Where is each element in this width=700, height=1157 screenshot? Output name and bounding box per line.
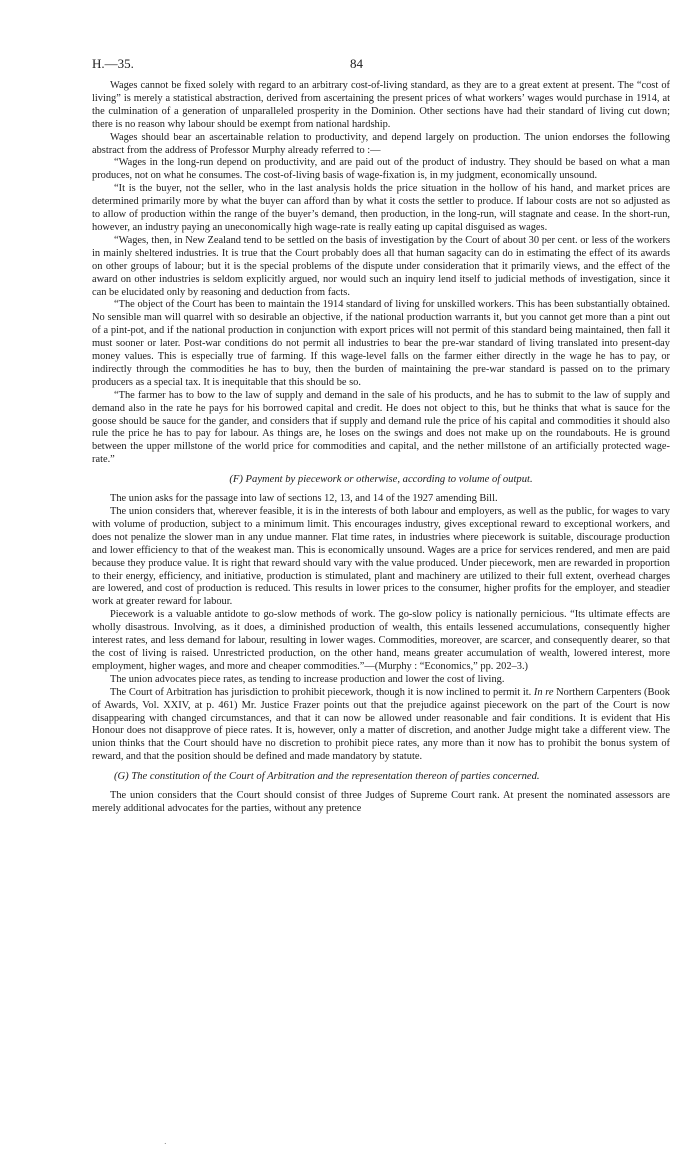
paragraph-sections-bill: The union asks for the passage into law of sections 12, 13, and 14 of the 1927 amending Bill.	[110, 493, 498, 505]
court-jurisdiction-rest: Northern Carpenters (Book of Awards, Vol. XXIV, at p. 461) Mr. Justice Frazer points out that the prejudice against piecework on the part of the Court is now disappearing with changed circumstances, and that it can now be allowed under reasonable and fair conditions. It is evident that His Honour does not disapprove of piece rates. It is, however, only a matter of discretion, and another Judge might take a different view. The union thinks that the Court should have no discretion to prohibit piece rates, any more than it now has to prohibit the bonus system of reward, and that the position should be defined and made mandatory by statute.	[92, 686, 670, 763]
paragraph-court-jurisdiction	[92, 687, 670, 764]
paragraph-piece-rates: The union advocates piece rates, as tending to increase production and lower the cost of living.	[110, 673, 505, 685]
quote-paragraph-productivity: “Wages in the long-run depend on productivity, and are paid out of the product of industry. They should be based on what a man produces, not on what he consumes. The cost-of-living basis of wage-fixation is, in my judgment, economically unsound.	[92, 157, 670, 182]
quote-paragraph-buyer: “It is the buyer, not the seller, who in the last analysis holds the price situation in the hollow of his hand, and market prices are determined primarily more by what the buyer can afford than by what it costs the settler to produce. If labour costs are not so adjusted as to allow of production within the range of the buyer’s demand, then production, in the long-run, will stagnate and cease. In the short-run, however, an industry paying an uneconomically high wage-rate is really eating up capital disguised as wages.	[92, 183, 670, 233]
court-jurisdiction-text: The Court of Arbitration has jurisdiction to prohibit piecework, though it is now inclined to permit it.	[110, 686, 532, 698]
footer-mark: .	[164, 1137, 167, 1146]
page-header	[92, 56, 682, 76]
in-re-text: In re	[533, 686, 554, 698]
body-text	[92, 80, 670, 816]
paragraph-court-constitution: The union considers that the Court should consist of three Judges of Supreme Court rank. At present the nominated assessors are merely additional advocates for the parties, without any pretence	[92, 790, 670, 814]
paragraph-wages-cost-of-living: Wages cannot be fixed solely with regard to an arbitrary cost-of-living standard, as they are to a great extent at present. The “cost of living” is merely a statistical abstraction, derived from ascertaining the present prices of what workers’ wages would purchase in 1914, at the culmination of a generation of unparalleled prosperity in the Dominion. Other sections have had their standard of living cut down; there is no reason why labour should be exempt from national hardship.	[92, 80, 670, 130]
quote-paragraph-new-zealand: “Wages, then, in New Zealand tend to be settled on the basis of investigation by the Court of about 30 per cent. or less of the workers in mainly sheltered industries. It is true that the Court probably does all that human sagacity can do in estimating the effect of its awards on other groups of labour; but it is the special problems of the dispute under consideration that it primarily views, and the effect of the award on other industries is seldom explicitly argued, nor would such an inquiry lend itself to judicial methods of investigation, since it can be elucidated only by reasoning and deduction from facts.	[92, 234, 670, 298]
paragraph-go-slow: Piecework is a valuable antidote to go-slow methods of work. The go-slow policy is nationally pernicious. “Its ultimate effects are wholly disastrous. Involving, as it does, a diminished production of wealth, this entails lessened accumulations, consequently higher interest rates, and less demand for labour, resulting in lower wages. Commodities, moreover, are scarcer, and consequently dearer, so that the cost of living is raised. Unrestricted production, on the other hand, means greater accumulation of wealth, lowered interest, more employment, higher wages, and more and cheaper commodities.”—(Murphy : “Economics,” pp. 202–3.)	[92, 609, 670, 672]
page-number: 84	[350, 56, 363, 71]
section-heading-g: (G) The constitution of the Court of Arbitration and the representation thereon of parties concerned.	[114, 771, 540, 783]
document-id: H.—35.	[92, 56, 134, 71]
quote-paragraph-court-object: “The object of the Court has been to maintain the 1914 standard of living for unskilled workers. This has been substantially obtained. No sensible man will quarrel with so desirable an objective, if the national production warrants it, but you cannot get more than a pint out of a pint-pot, and if the national production in conjunction with export prices will not permit of this standard being maintained, then fall it must sooner or later. Post-war conditions do not permit all industries to bear the pre-war standard of living translated into present-day money values. This is especially true of farming. If this wage-level falls on the farmer either directly in the wage he has to pay, or indirectly through the commodities he has to buy, then the burden of maintaining the pre-war standard is passed on to the primary producers as a special tax. It is inequitable that this should be so.	[92, 299, 670, 388]
paragraph-wages-productivity: Wages should bear an ascertainable relation to productivity, and depend largely on production. The union endorses the following abstract from the address of Professor Murphy already referred to :—	[92, 131, 670, 156]
section-heading-f: (F) Payment by piecework or otherwise, according to volume of output.	[229, 474, 533, 486]
paragraph-piecework-interests: The union considers that, wherever feasible, it is in the interests of both labour and employers, as well as the public, for wages to vary with volume of production, subject to a minimum limit. This encourages industry, gives exceptional reward to exceptional workers, and does not penalize the slower man in any undue manner. Flat time rates, in industries where piecework is suitable, discourage production and lower efficiency to that of the weakest man. This is economically unsound. Wages are a price for services rendered, and men are paid because they produce value. It is right that reward should vary with the value produced. Under piecework, men are rewarded in proportion to their energy, efficiency, and initiative, production is stimulated, plant and machinery are utilized to their full extent, overhead charges are lowered, and cost of production is reduced. This results in lower prices to the consumer, higher profits for the employer, and steadier work at greater reward for labour.	[92, 506, 670, 608]
quote-paragraph-farmer: “The farmer has to bow to the law of supply and demand in the sale of his products, and he has to submit to the law of supply and demand also in the rate he pays for his borrowed capital and credit. He does not object to this, but he thinks that what is sauce for the goose should be sauce for the gander, and considers that if supply and demand rule the price of his capital and commodities it should also rule the price he has to pay for labour. As things are, he loses on the swings and does not make up on the roundabouts. He is ground between the upper millstone of the world price for commodities and capital, and the nether millstone of an artificially protected wage-rate.”	[92, 389, 670, 466]
